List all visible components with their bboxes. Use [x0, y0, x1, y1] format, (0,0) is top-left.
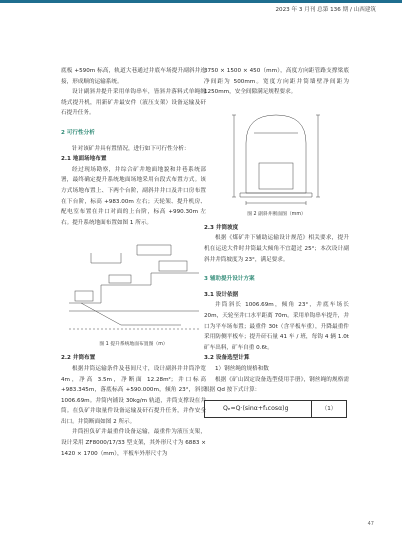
equation-number: （1） [311, 401, 346, 417]
subsection-heading: 2.2 井筒布置 [61, 355, 96, 362]
paragraph: 井筒担负矿井最重件设备运输，最重件为液压支架，设计采用 ZF8000/17/33 型支架，其外形尺寸为 6883 × 1420 × 1700（mm），平板车外形尺寸为 [61, 429, 206, 457]
site-layout-drawing [61, 233, 206, 338]
paragraph: 针对该矿井具有置情况，进行如下可行性分析： [72, 145, 190, 152]
subsection-heading: 2.3 井筒坡度 [204, 224, 239, 231]
equation-box [204, 400, 347, 418]
left-column [61, 66, 206, 459]
paragraph: 底板 +590m 标高，轨道大巷通过井底车场提升副斜井连接，形成顺的运输系统。 [61, 68, 206, 85]
right-column [204, 66, 349, 418]
section-heading: 3 辅助提升设计方案 [204, 276, 255, 283]
paragraph: 经过现场勘察，井综合矿井地面地貌和井巷系统部署，最终确定提升系统地面场地采用台段式布置方式。该方式场地布置上、下两个台阶，副斜井井口及井口房布置在下台阶，标高 +983.00m 左右；天轮架、提升机房、配电室布置在井口对面的上台阶，标高 +990.30m 左右。提升系统地面布置如图 1 所示。 [61, 166, 206, 226]
figure-2-caption: 图 2 副斜井断面图（mm） [247, 211, 306, 217]
subsection-heading: 2.1 地面场地布置 [61, 156, 107, 163]
subsection-heading: 3.1 设计依据 [204, 291, 239, 298]
subsection-heading: 3.2 设备选型计算 [204, 355, 250, 362]
shaft-section-drawing [204, 103, 349, 208]
page-header [0, 0, 402, 12]
figure-2-shaft-section [204, 103, 349, 208]
figure-1-site-layout [61, 233, 206, 338]
paragraph: 根据《矿山固定设备选型使用手册》，钢丝绳的规格需根据 Qd 按下式计算： [204, 376, 349, 394]
section-heading: 2 可行性分析 [61, 129, 95, 136]
paragraph: 设计副斜井提升采用单钩串车，皆斜井落料式单绳缠绕式提升机，用新矿井最安件（液压支架）设备运输及矸石提升任务。 [61, 89, 206, 117]
paragraph: 根据井筒运输条件及巷间尺寸，设计副斜井井筒净宽 4m，净高 3.5m，净断面 12.28m²；井口标高 +983.345m，落底标高 +590.000m，倾角 23°，斜长 1006.69m。井筒内铺设 30kg/m 轨道，井筒支撑设在井筒。在负矿井取量件设备运输及矸石提升任务，并作安全出口。井筒断面如图 2 所示。 [61, 365, 206, 425]
paragraph: 井筒斜长 1006.69m，倾角 23°，井底车场长 20m，天轮至井口水平距离 70m。采用单钩串车提升，井口为平车场布置；最重件 30t（含平板车重），升降最重件采用防侧平板车；提升矸石量 41 车 / 班，每钩 4 辆 1.0t 矿车出料，矿车自重 0.6t。 [204, 302, 349, 351]
paragraph: 3750 × 1500 × 450（mm），高度方向距管路支撑梁底净间距为 500mm。宽度方向距井筒墙壁净间距为 1250mm，安全间隙满足规程要求。 [204, 68, 349, 96]
header-text: 2023 年 3 月刊 总第 136 期 / 山西建筑 [275, 7, 376, 13]
figure-1-caption: 图 1 提升系统地面布置图（m） [99, 342, 168, 348]
page-number: 47 [367, 521, 374, 527]
paragraph: 1）钢丝绳的规格和数 [215, 365, 269, 372]
paragraph: 根据《煤矿井下辅助运输设计规范》相关要求，提升机在运送大件时井筒最大倾角不宜超过 25°；本次设计副斜井井筒坡度为 23°，满足要求。 [204, 235, 349, 263]
header-bar [0, 0, 402, 3]
equation: Qₑ=Q·(sinα+f₁cosα)g [223, 404, 289, 412]
